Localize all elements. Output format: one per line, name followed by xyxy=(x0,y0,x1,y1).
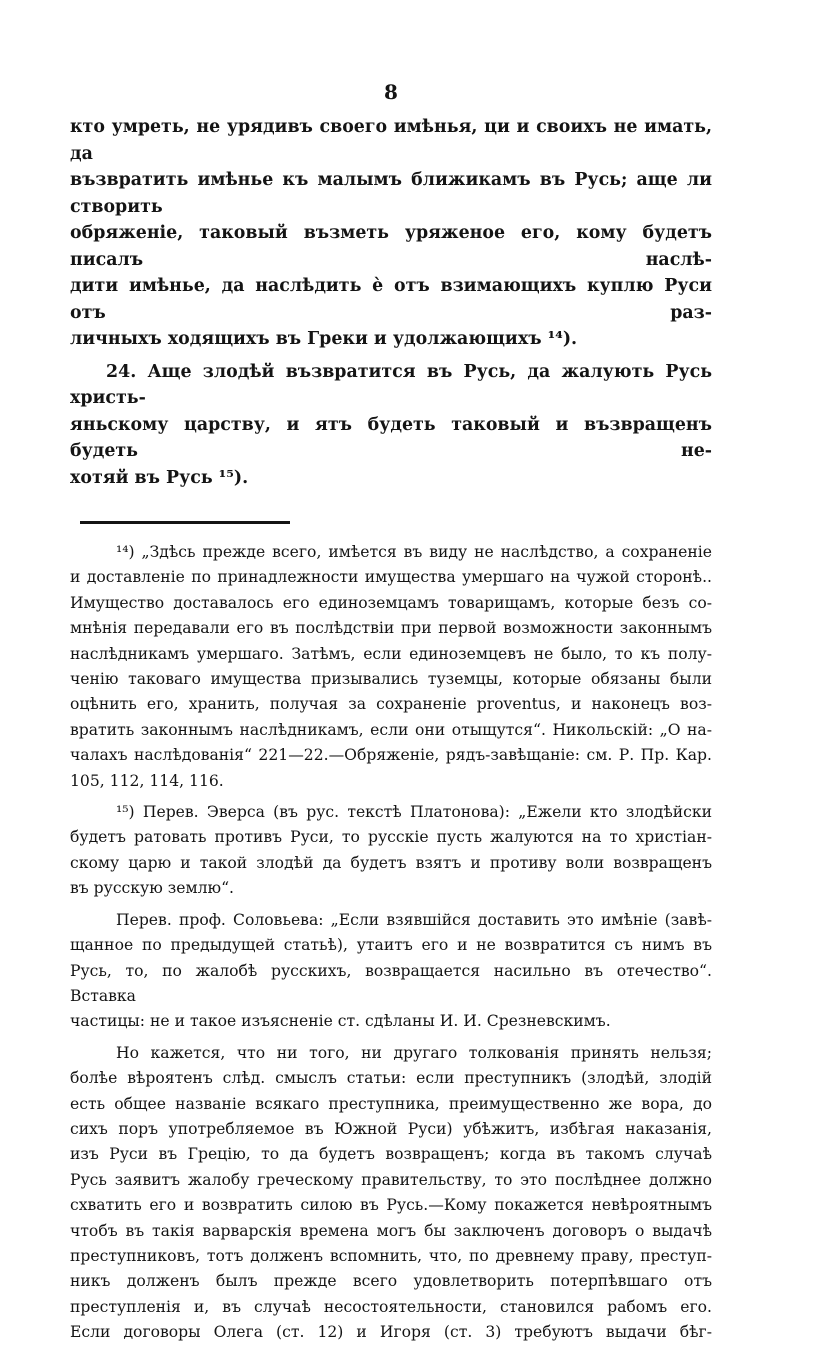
text-line: дити имѣнье, да наслѣдить ѐ отъ взимающихъ куплю Руси отъ раз- xyxy=(70,276,712,323)
text-line: болѣе вѣроятенъ слѣд. смыслъ статьи: если преступникъ (злодѣй, злодій xyxy=(70,1069,712,1088)
footnote-15 xyxy=(70,800,712,902)
text-line: вратить законнымъ наслѣдникамъ, если они отыщутся“. Никольскій: „О на- xyxy=(70,720,712,739)
text-line: 24. Аще злодѣй възвратится въ Русь, да жалують Русь христь- xyxy=(70,361,712,408)
text-line: ченію таковаго имущества призывались туземцы, которые обязаны были xyxy=(70,670,712,689)
footnote-14 xyxy=(70,540,712,794)
document-page xyxy=(70,78,712,1346)
text-line: яньскому царству, и ятъ будеть таковый и възвращенъ будеть не- xyxy=(70,414,712,461)
text-line: сихъ поръ употребляемое въ Южной Руси) убѣжитъ, избѣгая наказанія, xyxy=(70,1119,712,1138)
text-line: ¹⁴) „Здѣсь прежде всего, имѣется въ виду не наслѣдство, а сохраненіе xyxy=(116,543,712,561)
text-line: преступниковъ, тотъ долженъ вспомнить, что, по древнему праву, преступ- xyxy=(70,1246,712,1265)
text-line: скому царю и такой злодѣй да будетъ взятъ и противу воли возвращенъ xyxy=(70,853,712,872)
text-line: частицы: не и такое изъясненіе ст. сдѣланы И. И. Срезневскимъ. xyxy=(70,1012,611,1031)
page-number: 8 xyxy=(384,80,398,104)
text-line: ¹⁵) Перев. Эверса (въ рус. текстѣ Платонова): „Ежели кто злодѣйски xyxy=(116,803,712,822)
text-line: и доставленіе по принадлежности имущества умершаго на чужой сторонѣ.. xyxy=(70,568,712,587)
article-continuation xyxy=(70,114,712,353)
text-line: схватить его и возвратить силою въ Русь.—Кому покажется невѣроятнымъ xyxy=(70,1196,712,1215)
footnotes xyxy=(70,540,712,1346)
footnote-divider xyxy=(80,521,290,524)
solovyov-translation xyxy=(70,908,712,1035)
text-line: кто умреть, не урядивъ своего имѣнья, ци и своихъ не имать, да xyxy=(70,117,712,164)
text-line: възвратить имѣнье къ малымъ ближикамъ въ Русь; аще ли створить xyxy=(70,170,712,217)
text-line: мнѣнія передавали его въ послѣдствіи при первой возможности законнымъ xyxy=(70,619,712,638)
text-line: Русь, то, по жалобѣ русскихъ, возвращается насильно въ отечество“. Вставка xyxy=(70,961,712,1005)
text-line: Имущество доставалось его единоземцамъ товарищамъ, которые безъ со- xyxy=(70,593,712,612)
text-line: хотяй въ Русь ¹⁵). xyxy=(70,467,249,488)
text-line: чтобъ въ такія варварскія времена могъ бы заключенъ договоръ о выдачѣ xyxy=(70,1221,712,1240)
text-line: Если договоры Олега (ст. 12) и Игоря (ст. 3) требуютъ выдачи бѣг- xyxy=(70,1323,712,1342)
text-line: никъ долженъ былъ прежде всего удовлетворить потерпѣвшаго отъ xyxy=(70,1272,712,1291)
text-line: Перев. проф. Соловьева: „Если взявшійся доставить это имѣніе (завѣ- xyxy=(116,910,712,929)
text-line: есть общее названіе всякаго преступника, преимущественно же вора, до xyxy=(70,1094,712,1113)
text-line: щанное по предыдущей статьѣ), утаитъ его и не возвратится съ нимъ въ xyxy=(70,936,712,955)
article-24 xyxy=(70,359,712,492)
text-line: Русь заявитъ жалобу греческому правительству, то это послѣднее должно xyxy=(70,1170,712,1189)
text-line: 105, 112, 114, 116. xyxy=(70,771,224,790)
text-line: личныхъ ходящихъ въ Греки и удолжающихъ ¹⁴). xyxy=(70,329,578,349)
text-line: преступленія и, въ случаѣ несостоятельности, становился рабомъ его. xyxy=(70,1297,712,1316)
text-line: обряженіе, таковый възметь уряженое его, кому будетъ писалъ наслѣ- xyxy=(70,223,712,270)
text-line: оцѣнить его, хранить, получая за сохраненіе proventus, и наконецъ воз- xyxy=(70,695,712,714)
text-line: въ русскую землю“. xyxy=(70,879,235,898)
text-line: Но кажется, что ни того, ни другаго толкованія принять нельзя; xyxy=(116,1043,712,1062)
main-text xyxy=(70,114,712,491)
text-line: чалахъ наслѣдованія“ 221—22.—Обряженіе, рядъ-завѣщаніе: см. Р. Пр. Кар. xyxy=(70,746,712,765)
text-line: будетъ ратовать противъ Руси, то русскіе пусть жалуются на то христіан- xyxy=(70,828,712,847)
interpretation-discussion xyxy=(70,1041,712,1346)
text-line: изъ Руси въ Грецію, то да будетъ возвращенъ; когда въ такомъ случаѣ xyxy=(70,1145,712,1164)
text-line: наслѣдникамъ умершаго. Затѣмъ, если единоземцевъ не было, то къ полу- xyxy=(70,644,712,663)
